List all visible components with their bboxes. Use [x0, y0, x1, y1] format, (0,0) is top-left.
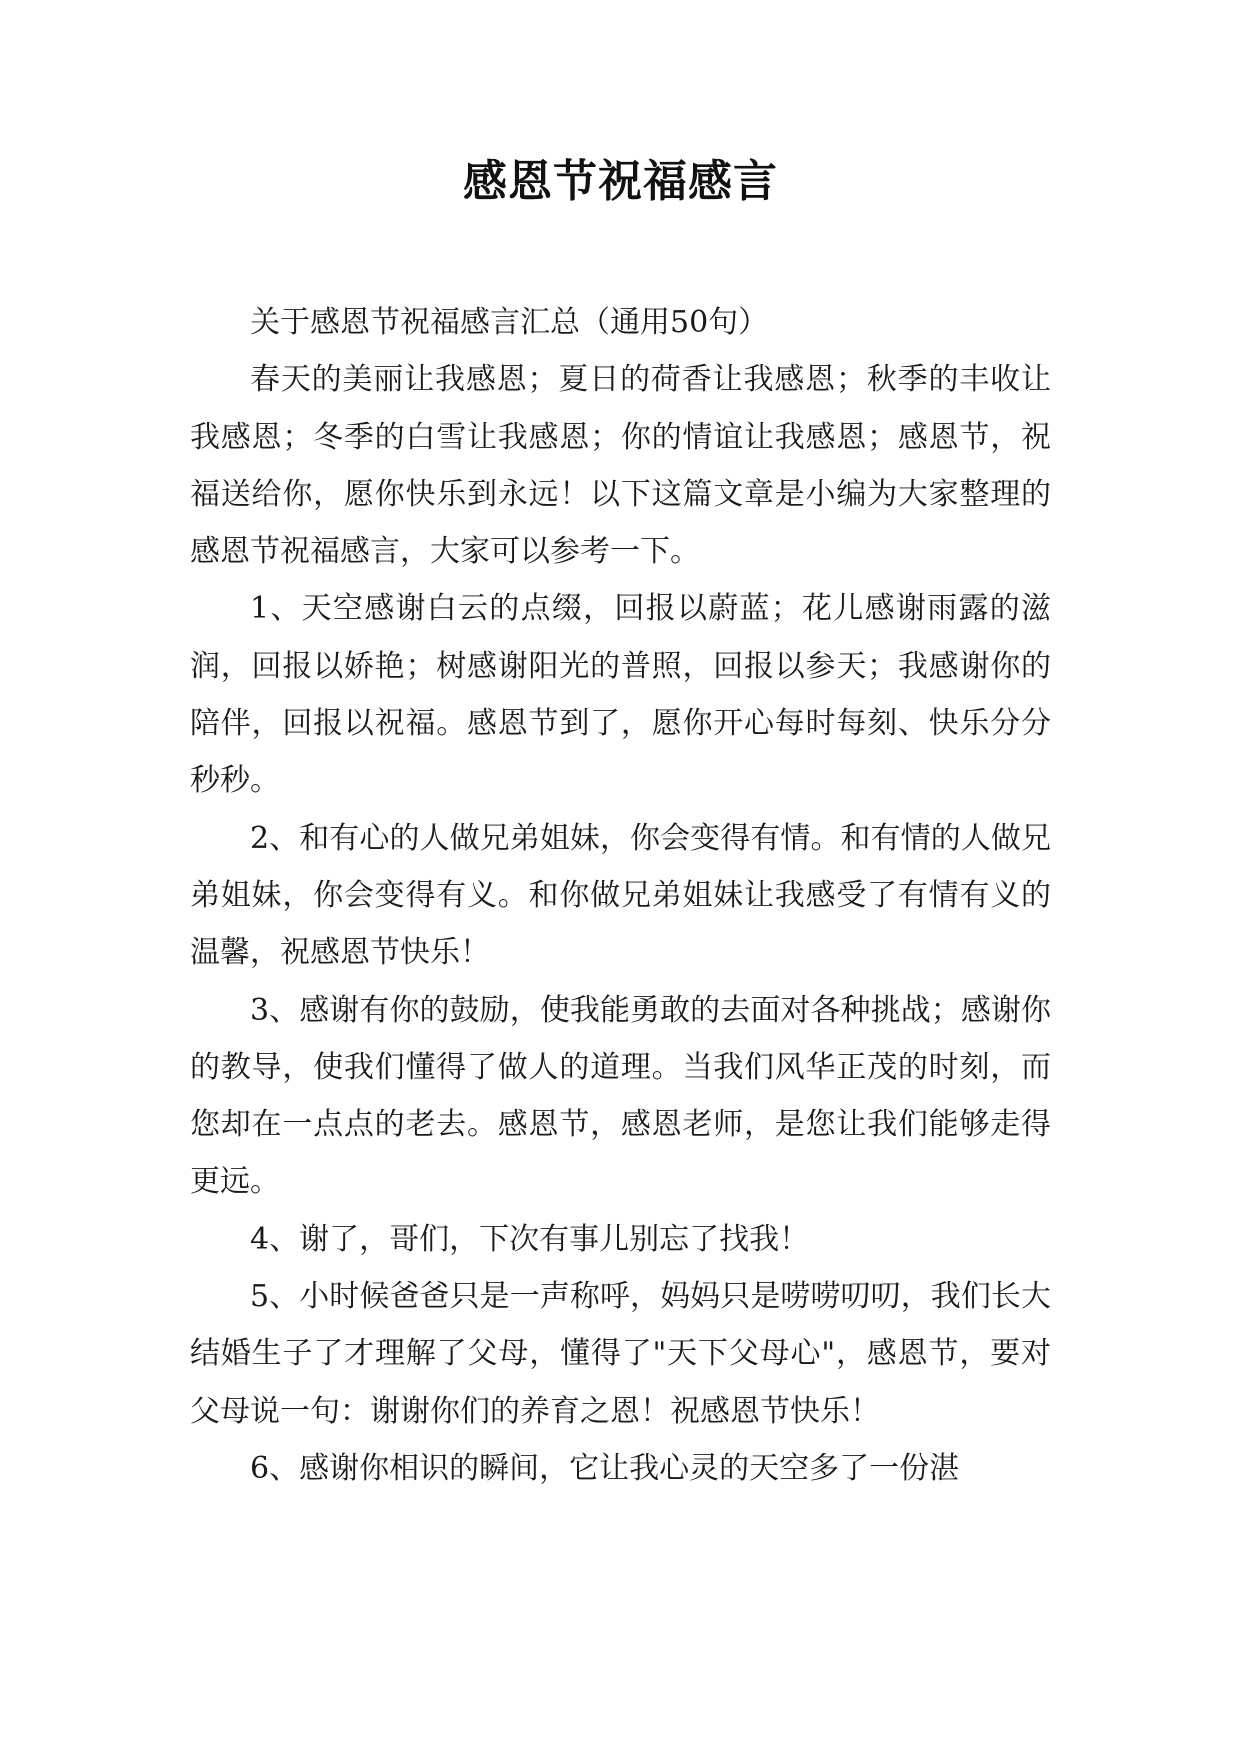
paragraph-intro: 春天的美丽让我感恩；夏日的荷香让我感恩；秋季的丰收让我感恩；冬季的白雪让我感恩；你的情谊让我感恩；感恩节，祝福送给你，愿你快乐到永远！以下这篇文章是小编为大家整理的感恩节祝福感言，大家可以参考一下。 [190, 362, 1051, 570]
paragraph-item-1: 1、天空感谢白云的点缀，回报以蔚蓝；花儿感谢雨露的滋润，回报以娇艳；树感谢阳光的普照，回报以参天；我感谢你的陪伴，回报以祝福。感恩节到了，愿你开心每时每刻、快乐分分秒秒。 [190, 591, 1051, 799]
paragraph-intro-heading: 关于感恩节祝福感言汇总（通用50句） [250, 305, 769, 340]
page-title: 感恩节祝福感言 [463, 156, 778, 207]
paragraph-item-2: 2、和有心的人做兄弟姐妹，你会变得有情。和有情的人做兄弟姐妹，你会变得有义。和你做兄弟姐妹让我感受了有情有义的温馨，祝感恩节快乐！ [190, 820, 1051, 971]
document-body [190, 294, 1051, 1497]
paragraph-item-3: 3、感谢有你的鼓励，使我能勇敢的去面对各种挑战；感谢你的教导，使我们懂得了做人的道理。当我们风华正茂的时刻，而您却在一点点的老去。感恩节，感恩老师，是您让我们能够走得更远。 [190, 992, 1051, 1200]
paragraph-item-4: 4、谢了，哥们，下次有事儿别忘了找我！ [250, 1221, 810, 1257]
paragraph-item-6: 6、感谢你相识的瞬间，它让我心灵的天空多了一份湛 [250, 1450, 960, 1486]
paragraph-item-5: 5、小时候爸爸只是一声称呼，妈妈只是唠唠叨叨，我们长大结婚生子了才理解了父母，懂得了"天下父母心"，感恩节，要对父母说一句：谢谢你们的养育之恩！祝感恩节快乐！ [190, 1279, 1051, 1429]
